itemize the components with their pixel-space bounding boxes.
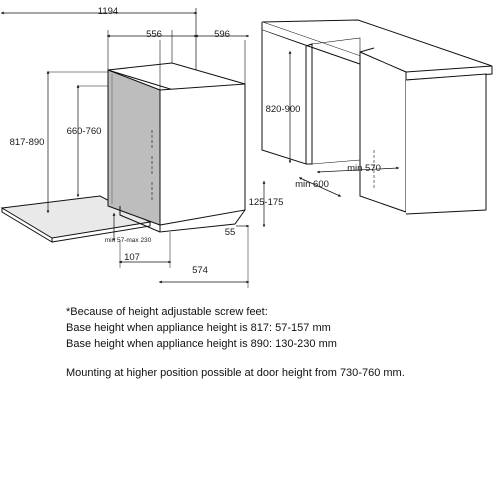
appliance-drawing: [2, 30, 245, 242]
dim-depth: 556: [146, 29, 162, 40]
dim-cabinet-height: 820-900: [265, 104, 301, 115]
dim-recess-height: 660-760: [66, 126, 102, 137]
note-line-2: Base height when appliance height is 817: 57-157 mm: [66, 322, 331, 334]
note-line-1: *Because of height adjustable screw feet:: [66, 306, 268, 318]
dim-width: 596: [214, 29, 230, 40]
dim-toe: 107: [124, 252, 140, 263]
dim-min-width: min 570: [347, 163, 381, 174]
dim-plinth: 125-175: [248, 197, 284, 208]
dim-plinth-depth: 55: [224, 227, 236, 238]
dim-min-depth: min 600: [295, 179, 329, 190]
installation-notes: [66, 304, 486, 381]
dim-body-depth: 574: [192, 265, 208, 276]
note-line-4: Mounting at higher position possible at door height from 730-760 mm.: [66, 367, 405, 379]
dim-total-width: 1194: [97, 6, 119, 17]
note-line-3: Base height when appliance height is 890: 130-230 mm: [66, 338, 337, 350]
dim-foot-adjust: min 57-max 230: [104, 237, 152, 244]
dim-niche-height: 817-890: [9, 137, 45, 148]
